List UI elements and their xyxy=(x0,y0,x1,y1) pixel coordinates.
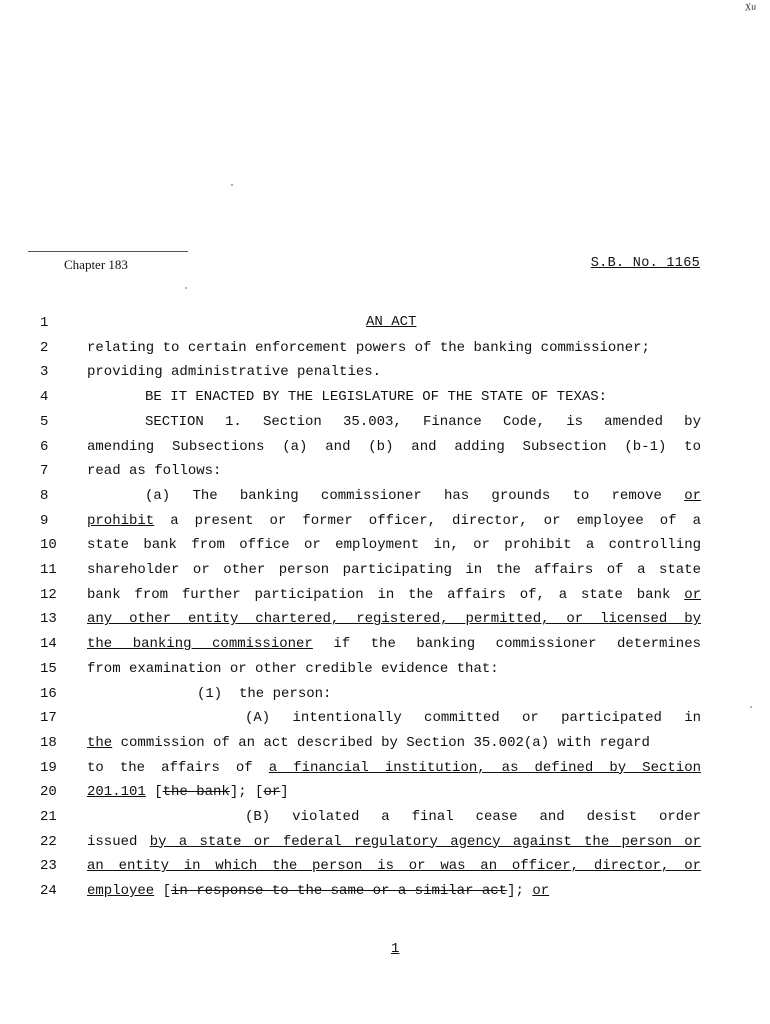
bill-line xyxy=(0,584,770,606)
line-text xyxy=(87,436,701,458)
line-number: 19 xyxy=(40,759,57,776)
inserted-text: any other entity chartered, registered, permitted, or licensed by xyxy=(87,611,701,628)
line-number: 1 xyxy=(40,315,49,331)
text-segment: ] xyxy=(280,784,289,801)
line-text xyxy=(197,683,701,705)
bill-line xyxy=(0,361,770,383)
line-number: 20 xyxy=(40,784,57,801)
line-text xyxy=(87,880,701,902)
text-segment: if the banking commissioner determines xyxy=(312,636,701,653)
inserted-text: a financial institution, as defined by Section xyxy=(268,759,701,776)
deleted-text: or xyxy=(263,784,281,801)
text-segment: (1) the person: xyxy=(197,685,332,702)
line-text xyxy=(245,806,701,828)
text-segment: (a) The banking commissioner has grounds to remove xyxy=(145,487,685,504)
inserted-text: an entity in which the person is or was an officer, director, or xyxy=(87,858,701,875)
line-number: 11 xyxy=(40,562,57,578)
scan-speck xyxy=(231,184,233,186)
text-segment: [ xyxy=(145,784,163,801)
inserted-text: prohibit xyxy=(87,512,155,529)
line-number: 5 xyxy=(40,413,49,430)
line-number: 3 xyxy=(40,364,49,381)
bill-line xyxy=(0,386,770,408)
line-text xyxy=(145,411,701,433)
text-segment: a present or former officer, director, or employee of a xyxy=(154,512,701,529)
bill-line xyxy=(0,781,770,803)
bill-line xyxy=(0,806,770,828)
line-text xyxy=(87,633,701,655)
line-number: 9 xyxy=(40,512,49,529)
line-number: 7 xyxy=(40,463,49,480)
inserted-text: the banking commissioner xyxy=(87,636,313,653)
text-segment: commission of an act described by Section 35.002(a) with regard xyxy=(112,734,650,751)
bill-number: S.B. No. 1165 xyxy=(590,256,700,271)
bill-line xyxy=(0,658,770,680)
bill-line xyxy=(0,312,770,334)
line-number: 22 xyxy=(40,833,57,850)
line-text xyxy=(145,386,701,408)
text-segment: ]; xyxy=(507,883,533,900)
inserted-text: or xyxy=(684,487,701,504)
line-text xyxy=(87,732,701,754)
bill-line xyxy=(0,732,770,754)
bill-line xyxy=(0,608,770,630)
chapter-label: Chapter 183 xyxy=(64,257,128,272)
line-text xyxy=(145,485,701,507)
inserted-text: by a state or federal regulatory agency against the person or xyxy=(149,833,702,850)
line-number: 14 xyxy=(40,636,57,653)
line-text xyxy=(87,337,701,359)
line-text xyxy=(87,361,701,383)
line-number: 13 xyxy=(40,611,57,628)
text-segment: (A) intentionally committed or participated in xyxy=(245,710,701,727)
line-text xyxy=(87,534,701,556)
act-title: AN ACT xyxy=(366,314,417,330)
bill-line xyxy=(0,485,770,507)
line-text xyxy=(87,855,701,877)
text-segment: providing administrative penalties. xyxy=(87,364,382,381)
bill-line xyxy=(0,757,770,779)
bill-line xyxy=(0,855,770,877)
text-segment: to the affairs of xyxy=(87,759,269,776)
line-text xyxy=(87,831,701,853)
line-number: 4 xyxy=(40,389,49,406)
page-number: 1 xyxy=(391,941,400,957)
line-text xyxy=(87,460,701,482)
bill-line xyxy=(0,411,770,433)
bill-line xyxy=(0,337,770,359)
line-number: 10 xyxy=(40,537,57,554)
line-number: 8 xyxy=(40,487,49,504)
text-segment: shareholder or other person participating in the affairs of a state xyxy=(87,562,701,578)
bill-line xyxy=(0,460,770,482)
line-number: 21 xyxy=(40,809,57,825)
inserted-text: the xyxy=(87,734,113,751)
bill-line xyxy=(0,534,770,556)
bill-line xyxy=(0,880,770,902)
line-text xyxy=(87,658,701,680)
line-number: 18 xyxy=(40,734,57,751)
text-segment: relating to certain enforcement powers of the banking commissioner; xyxy=(87,339,650,356)
line-number: 12 xyxy=(40,586,57,603)
line-text xyxy=(87,510,701,532)
text-segment: bank from further participation in the affairs of, a state bank xyxy=(87,586,685,603)
bill-line xyxy=(0,436,770,458)
scan-artifact-line xyxy=(28,251,188,252)
handwritten-corner-mark: Xu xyxy=(744,1,757,14)
text-segment: (B) violated a final cease and desist order xyxy=(245,809,701,825)
line-text xyxy=(87,559,701,581)
deleted-text: in response to the same or a similar act xyxy=(171,883,508,900)
line-number: 24 xyxy=(40,883,57,900)
text-segment: issued xyxy=(87,833,150,850)
line-text xyxy=(245,707,701,729)
deleted-text: the bank xyxy=(162,784,230,801)
text-segment: BE IT ENACTED BY THE LEGISLATURE OF THE STATE OF TEXAS: xyxy=(145,389,608,406)
bill-line xyxy=(0,683,770,705)
text-segment: amending Subsections (a) and (b) and adding Subsection (b-1) to xyxy=(87,438,701,455)
text-segment: SECTION 1. Section 35.003, Finance Code, is amended by xyxy=(145,413,701,430)
bill-line xyxy=(0,559,770,581)
line-text xyxy=(87,584,701,606)
inserted-text: or xyxy=(684,586,701,603)
bill-line xyxy=(0,510,770,532)
inserted-text: or xyxy=(532,883,550,900)
line-number: 16 xyxy=(40,685,57,702)
line-number: 23 xyxy=(40,858,57,875)
line-number: 17 xyxy=(40,710,57,727)
line-text xyxy=(87,608,701,630)
scan-speck xyxy=(185,287,187,289)
text-segment: state bank from office or employment in, or prohibit a controlling xyxy=(87,537,701,554)
line-number: 15 xyxy=(40,660,57,677)
text-segment: [ xyxy=(154,883,172,900)
line-text xyxy=(87,757,701,779)
inserted-text: 201.101 xyxy=(87,784,146,801)
bill-line xyxy=(0,707,770,729)
text-segment: ]; [ xyxy=(229,784,264,801)
line-number: 2 xyxy=(40,339,49,356)
bill-line xyxy=(0,633,770,655)
bill-line xyxy=(0,831,770,853)
text-segment: from examination or other credible evidence that: xyxy=(87,660,499,677)
text-segment: read as follows: xyxy=(87,463,222,480)
line-number: 6 xyxy=(40,438,49,455)
inserted-text: employee xyxy=(87,883,155,900)
line-text xyxy=(87,781,701,803)
